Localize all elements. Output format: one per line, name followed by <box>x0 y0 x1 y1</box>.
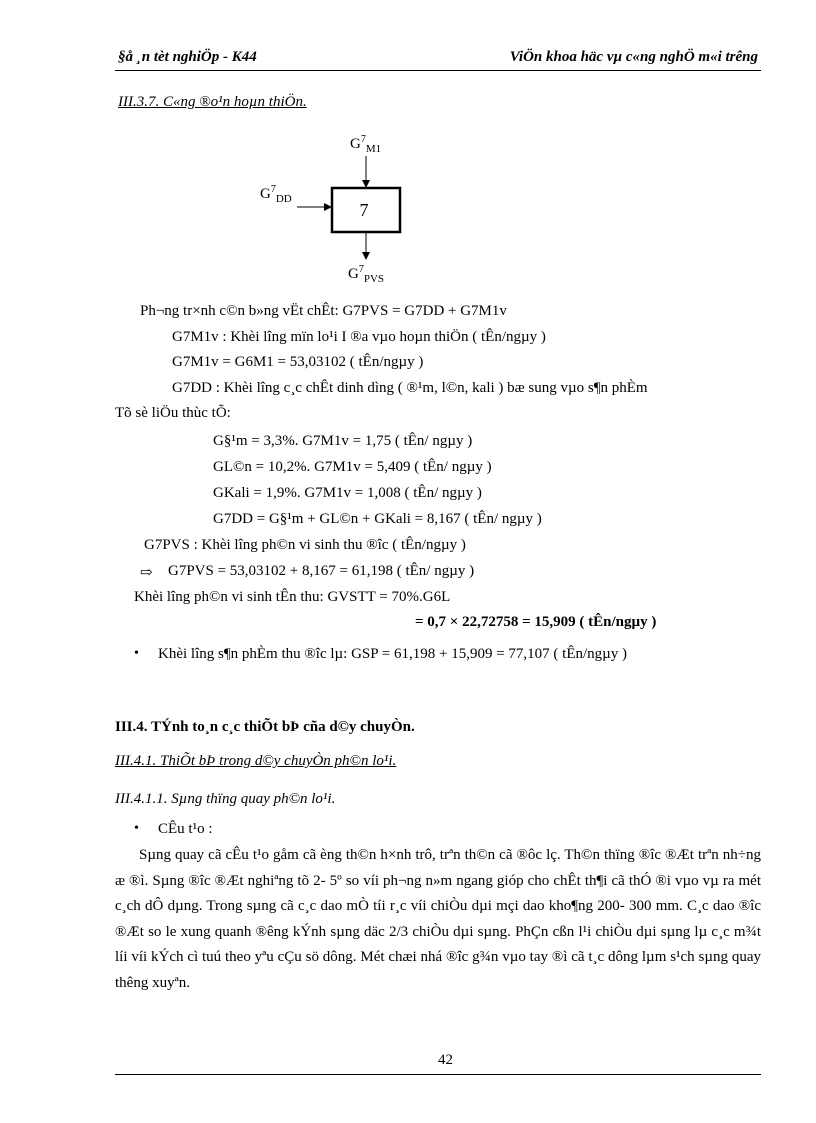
equation-g7pvs-def: G7PVS : Khèi lîng ph©n vi sinh thu ®îc ( tÊn/ngµy ) <box>144 537 466 553</box>
equation-data-intro: Tõ sè liÖu thùc tÕ: <box>115 405 231 421</box>
header-right: ViÖn khoa häc vµ c«ng nghÖ m«i trêng <box>509 49 758 65</box>
process-diagram <box>250 128 450 288</box>
footer-rule <box>115 1074 761 1075</box>
equation-g-dam: G§¹m = 3,3%. G7M1v = 1,75 ( tÊn/ ngµy ) <box>213 433 473 449</box>
label-g7-dd: $G^7_{DD}$ <box>260 184 292 205</box>
equation-g-kali: GKali = 1,9%. G7M1v = 1,008 ( tÊn/ ngµy ) <box>213 485 482 501</box>
section-heading-3-4-1-1: III.4.1.1. Sµng thïng quay ph©n lo¹i. <box>115 791 336 807</box>
equation-g7m1v-value: G7M1v = G6M1 = 53,03102 ( tÊn/ngµy ) <box>172 354 424 370</box>
section-heading-3-4-1: III.4.1. ThiÕt bÞ trong d©y chuyÒn ph©n lo¹i. <box>115 753 397 769</box>
equation-gsp: Khèi lîng s¶n phÈm thu ®îc lµ: GSP = 61,198 + 15,909 = 77,107 ( tÊn/ngµy ) <box>158 646 628 662</box>
bullet-icon: • <box>134 646 139 661</box>
equation-g7m1v-def: G7M1v : Khèi lîng mïn lo¹i I ®a vµo hoµn thiÖn ( tÊn/ngµy ) <box>172 329 546 345</box>
equation-g7dd-def: G7DD : Khèi lîng c¸c chÊt dinh dìng ( ®¹m, l©n, kali ) bæ sung vµo s¶n phÈm <box>172 380 648 396</box>
equation-gvstt: Khèi lîng ph©n vi sinh tÊn thu: GVSTT = 70%.G6L <box>134 589 451 605</box>
equation-g-lan: GL©n = 10,2%. G7M1v = 5,409 ( tÊn/ ngµy ) <box>213 459 492 475</box>
label-g7-m1: $G^7_{M1}$ <box>350 134 382 155</box>
equation-g7dd-sum: G7DD = G§¹m + GL©n + GKali = 8,167 ( tÊn/ ngµy ) <box>213 511 542 527</box>
page-number: 42 <box>438 1052 453 1068</box>
header-rule <box>115 70 761 71</box>
label-g7-pvs: $G^7_{PVS}$ <box>348 264 385 285</box>
section-heading-3-4: III.4. TÝnh to¸n c¸c thiÕt bÞ cña d©y chuyÒn. <box>115 719 415 735</box>
header-left: §å ¸n tèt nghiÖp - K44 <box>118 49 257 65</box>
equation-balance: Ph¬ng tr×nh c©n b»ng vËt chÊt: G7PVS = G7DD + G7M1v <box>140 303 507 319</box>
process-box-label: 7 <box>359 200 369 220</box>
body-paragraph: Sµng quay cã cÊu t¹o gåm cã èng th©n h×nh trô, trªn th©n cã ®ôc lç. Th©n thïng ®îc ®Æt trªn nh÷ng æ ®ì. Sµng ®îc ®Æt nghiªng tõ 2- 5º so víi ph¬ng n»m ngang gióp cho chÊt th¶i cã thÓ ®i vµo vµ ra mét c¸ch dÔ dµng. Trong sµng cã c¸c dao mÒ tíi r¸c víi chiÒu dµi mçi dao kho¶ng 200- 300 mm. C¸c dao ®îc ®Æt so le xung quanh ®êng kÝnh sµng däc 2/3 chiÒu dµi sµng. PhÇn cßn l¹i chiÒu dµi sµng lµ c¸c m¾t líi víi kÝch cì tuú theo yªu cÇu sö dông. Mét chæi nhá ®îc g¾n vµo tay ®ì cã t¸c dông lµm s¹ch sµng quay thêng xuyªn. <box>115 847 761 991</box>
equation-g7pvs-value: G7PVS = 53,03102 + 8,167 = 61,198 ( tÊn/ ngµy ) <box>168 563 475 579</box>
section-heading-3-3-7: III.3.7. C«ng ®o¹n hoµn thiÖn. <box>118 94 307 110</box>
bullet-structure-label: CÊu t¹o : <box>158 821 213 837</box>
arrow-icon: ⇨ <box>140 565 153 581</box>
bullet-icon: • <box>134 821 139 836</box>
equation-gvstt-value: = 0,7 × 22,72758 = 15,909 ( tÊn/ngµy ) <box>415 614 657 630</box>
